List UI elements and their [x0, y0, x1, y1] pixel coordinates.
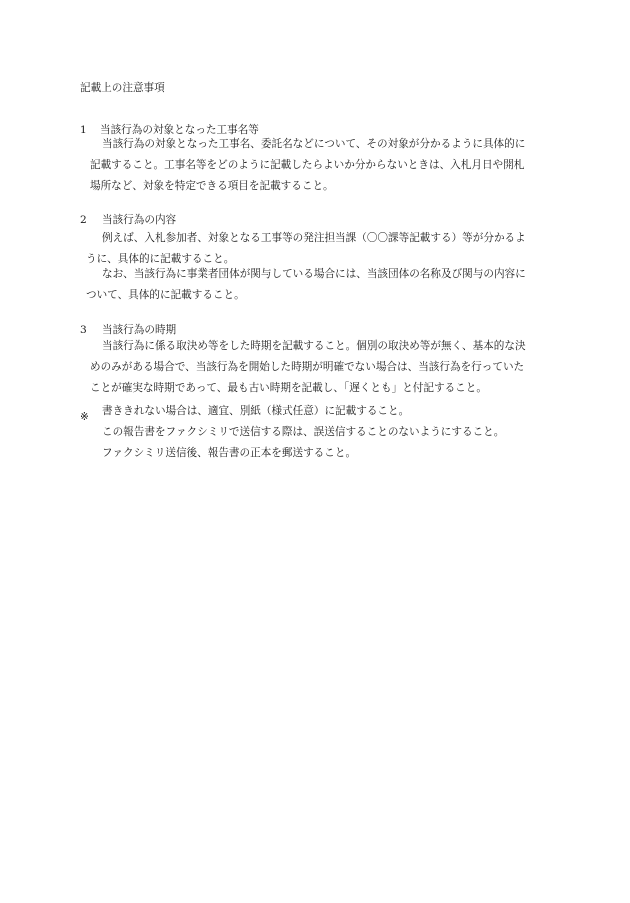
- paragraph-line: なお、当該行為に事業者団体が関与している場合には、当該団体の名称及び関与の内容に: [102, 268, 526, 280]
- page-title: 記載上の注意事項: [80, 82, 165, 94]
- section-title: 当該行為の対象となった工事名等: [100, 124, 259, 136]
- section-3-heading: [80, 322, 176, 337]
- note-line: 書ききれない場合は、適宜、別紙（様式任意）に記載すること。: [102, 405, 410, 417]
- paragraph-line: 当該行為の対象となった工事名、委託名などについて、その対象が分かるように具体的に: [102, 138, 526, 150]
- section-number: 3: [80, 324, 87, 336]
- paragraph-line: うに、具体的に記載すること。: [86, 253, 235, 265]
- section-3-paragraph: [80, 336, 560, 399]
- section-title: 当該行為の内容: [102, 214, 177, 226]
- section-number: 1: [80, 124, 87, 136]
- section-1-paragraph: [80, 134, 560, 197]
- paragraph-line: 例えば、入札参加者、対象となる工事等の発注担当課（〇〇課等記載する）等が分かるよ: [102, 232, 526, 244]
- note-mark: ※: [80, 411, 89, 423]
- section-number: 2: [80, 214, 87, 226]
- paragraph-line: めのみがある場合で、当該行為を開始した時期が明確でない場合は、当該行為を行っていた: [90, 361, 525, 373]
- note-line: ファクシミリ送信後、報告書の正本を郵送すること。: [102, 447, 357, 459]
- paragraph-line: 当該行為に係る取決め等をした時期を記載すること。個別の取決め等が無く、基本的な決: [102, 340, 526, 352]
- paragraph-line: ことが確実な時期であって、最も古い時期を記載し、「遅くとも」と付記すること。: [90, 382, 487, 394]
- section-2-heading: [80, 212, 176, 227]
- paragraph-line: 場所など、対象を特定できる項目を記載すること。: [90, 180, 334, 192]
- section-title: 当該行為の時期: [102, 324, 177, 336]
- note-line: この報告書をファクシミリで送信する際は、誤送信することのないようにすること。: [102, 426, 505, 438]
- paragraph-line: ついて、具体的に記載すること。: [86, 289, 245, 301]
- section-2-paragraph-2: [80, 264, 560, 306]
- note-block: [102, 401, 504, 464]
- paragraph-line: 記載すること。工事名等をどのように記載したらよいか分からないときは、入札月日や開札: [90, 159, 525, 171]
